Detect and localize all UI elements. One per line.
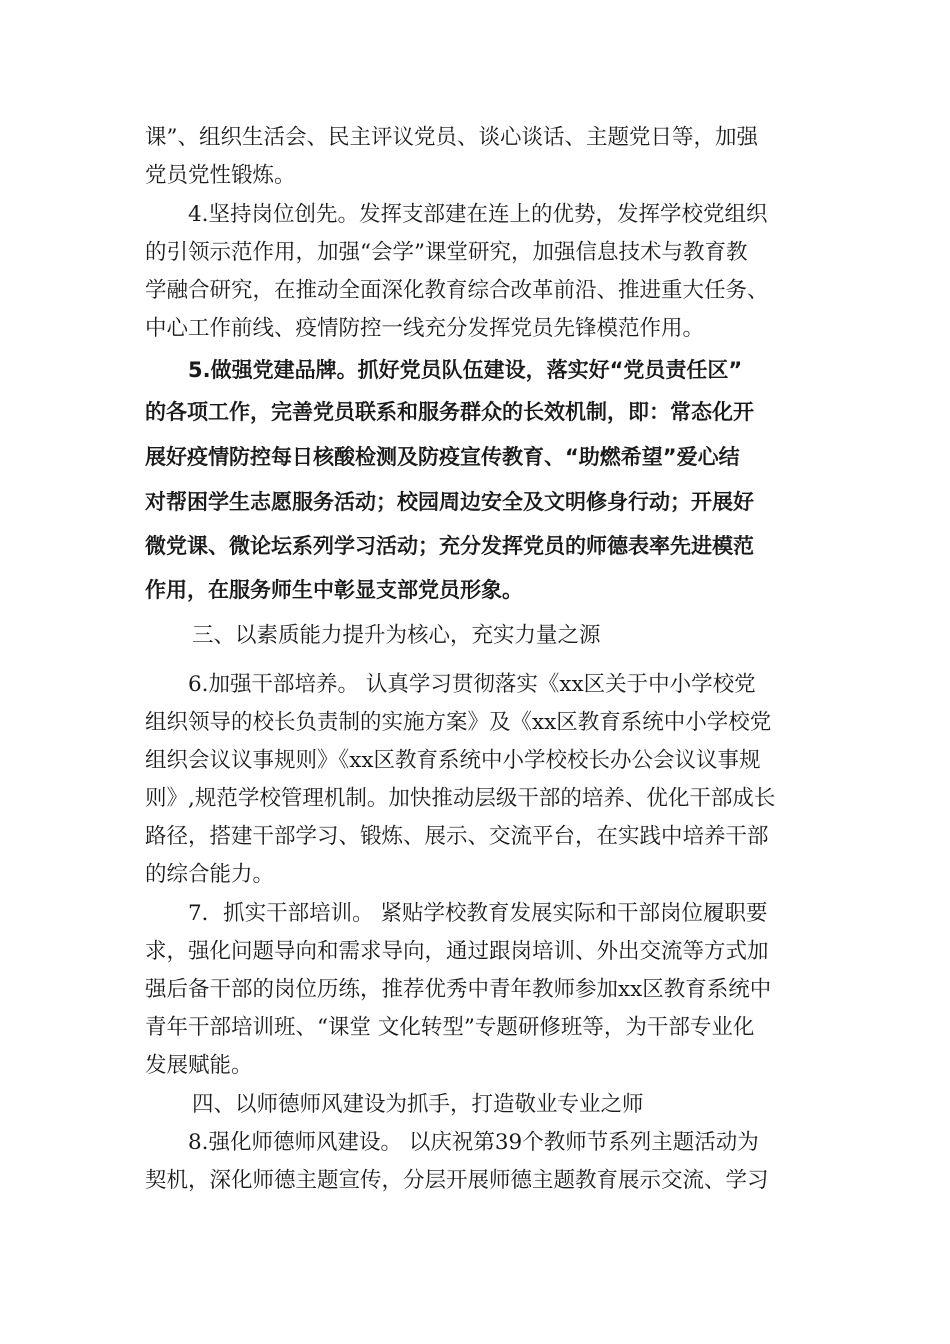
text-line: 的引领示范作用，加强“会学”课堂研究，加强信息技术与教育教 bbox=[145, 240, 748, 265]
text-line: 课”、组织生活会、民主评议党员、谈心谈话、主题党日等，加强 bbox=[145, 125, 758, 150]
text-line: 对帮困学生志愿服务活动；校园周边安全及文明修身行动；开展好 bbox=[145, 490, 754, 514]
text-line: 的综合能力。 bbox=[145, 862, 275, 887]
text-line: 的各项工作，完善党员联系和服务群众的长效机制，即：常态化开 bbox=[145, 400, 754, 424]
text-line: 求，强化问题导向和需求导向，通过跟岗培训、外出交流等方式加 bbox=[145, 939, 769, 964]
paragraph-7-start: 7．抓实干部培训。 紧贴学校教育发展实际和干部岗位履职要 bbox=[188, 901, 768, 926]
paragraph-8-start: 8.强化师德师风建设。 以庆祝第39个教师节系列主题活动为 bbox=[188, 1130, 759, 1155]
section-heading-4: 四、以师德师风建设为抓手，打造敬业专业之师 bbox=[192, 1092, 644, 1117]
text-line: 发展赋能。 bbox=[145, 1053, 253, 1078]
text-line: 组织领导的校长负责制的实施方案》及《xx区教育系统中小学校党 bbox=[145, 710, 772, 735]
text-line: 党员党性锻炼。 bbox=[145, 163, 296, 188]
text-line: 作用，在服务师生中彰显支部党员形象。 bbox=[145, 578, 523, 602]
text-line: 中心工作前线、疫情防控一线充分发挥党员先锋模范作用。 bbox=[145, 316, 705, 341]
text-line: 展好疫情防控每日核酸检测及防疫宣传教育、“助燃希望”爱心结 bbox=[145, 445, 740, 469]
text-line: 青年干部培训班、“课堂 文化转型”专题研修班等，为干部专业化 bbox=[145, 1015, 755, 1040]
paragraph-4-start: 4.坚持岗位创先。发挥支部建在连上的优势，发挥学校党组织 bbox=[188, 202, 768, 227]
text-line: 微党课、微论坛系列学习活动；充分发挥党员的师德表率先进模范 bbox=[145, 534, 754, 558]
paragraph-6-start: 6.加强干部培养。 认真学习贯彻落实《xx区关于中小学校党 bbox=[188, 672, 756, 697]
text-line: 组织会议议事规则》《xx区教育系统中小学校校长办公会议议事规 bbox=[145, 748, 761, 773]
section-heading-3: 三、以素质能力提升为核心，充实力量之源 bbox=[192, 623, 601, 648]
text-line: 学融合研究，在推动全面深化教育综合改革前沿、推进重大任务、 bbox=[145, 278, 769, 303]
text-line: 路径，搭建干部学习、锻炼、展示、交流平台，在实践中培养干部 bbox=[145, 824, 769, 849]
paragraph-5-start: 5.做强党建品牌。抓好党员队伍建设，落实好“党员责任区” bbox=[188, 358, 743, 382]
text-line: 则》,规范学校管理机制。加快推动层级干部的培养、优化干部成长 bbox=[145, 786, 776, 811]
text-line: 强后备干部的岗位历练，推荐优秀中青年教师参加xx区教育系统中 bbox=[145, 977, 772, 1002]
text-line: 契机，深化师德主题宣传，分层开展师德主题教育展示交流、学习 bbox=[145, 1168, 769, 1193]
